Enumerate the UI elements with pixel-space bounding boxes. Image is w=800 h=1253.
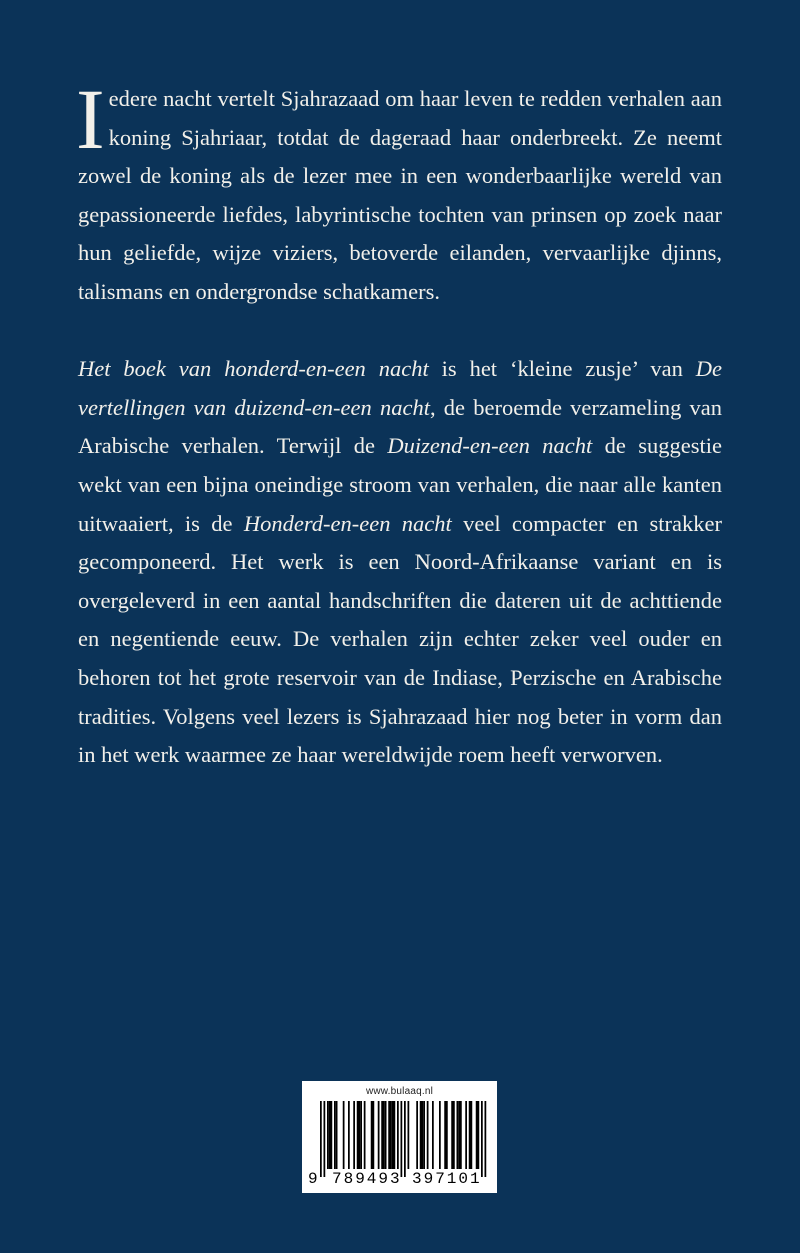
barcode-bar (446, 1101, 448, 1169)
isbn-digits (302, 1170, 497, 1190)
paragraph-2-text-c: de suggestie wekt van een bijna oneindige stroom van verhalen, die naar alle kanten uitwaaiert, is de (78, 433, 722, 536)
barcode-bar (451, 1101, 453, 1169)
barcode-bar (383, 1101, 385, 1169)
barcode-bar (401, 1101, 403, 1177)
isbn-right-group: 397101 (412, 1170, 482, 1188)
barcode-bar (457, 1101, 459, 1169)
barcode-bar (469, 1101, 471, 1169)
paragraph-2-text-b: , de beroemde verzameling van Arabische verhalen. Terwijl de (78, 394, 722, 459)
barcode-bar (471, 1101, 473, 1169)
barcode-bar (390, 1101, 392, 1169)
barcode-bar (353, 1101, 355, 1169)
barcode-bar (432, 1101, 434, 1169)
barcode-bar (381, 1101, 383, 1169)
barcode-bar (336, 1101, 338, 1169)
blurb-paragraph-1 (76, 71, 722, 312)
barcode-bar (327, 1101, 329, 1169)
drop-cap: I (76, 71, 105, 167)
barcode-bar (408, 1101, 410, 1169)
barcode-bar (371, 1101, 373, 1169)
paragraph-2-text-a: is het ‘kleine zusje’ van (428, 356, 696, 382)
barcode-bar (359, 1101, 361, 1169)
barcode-bar (481, 1101, 483, 1177)
barcode-bar (460, 1101, 462, 1169)
blurb-text (76, 71, 723, 775)
reference-title-italic: De vertellingen van duizend-en-een nacht (78, 356, 722, 420)
barcode-bar (324, 1101, 326, 1177)
barcode-bar (394, 1101, 396, 1169)
barcode-bar (416, 1101, 418, 1169)
paragraph-2-text-d: veel compacter en strakker gecomponeerd. Het werk is een Noord-Afrikaanse variant en is overgeleverd in een aantal handschriften die dateren uit de achttiende en negentiende eeuw. De verhalen zijn echter zeker veel ouder en behoren tot het grote reservoir van de Indiase, Perzische en Arabische tradities. Volgens veel lezers is Sjahrazaad hier nog beter in vorm dan in het werk waarmee ze haar wereldwijde roem heeft verworven. (78, 510, 723, 768)
barcode-bar (329, 1101, 331, 1169)
barcode-bar (348, 1101, 350, 1169)
barcode-bar (453, 1101, 455, 1169)
barcode-bar (320, 1101, 322, 1177)
book-title-italic: Het boek van honderd-en-een nacht (78, 356, 429, 382)
barcode-bar (364, 1101, 366, 1169)
barcode-bar (458, 1101, 460, 1169)
barcode-bar (422, 1101, 424, 1169)
barcode-bar (423, 1101, 425, 1169)
barcode-bar (343, 1101, 345, 1169)
book-short-title-italic: Honderd-en-een nacht (243, 510, 452, 536)
barcode-bar (373, 1101, 375, 1169)
barcode-bar (465, 1101, 467, 1169)
isbn-left-group: 789493 (332, 1170, 402, 1188)
barcode-bar (444, 1101, 446, 1169)
barcode-bar (388, 1101, 390, 1169)
reference-short-title-italic: Duizend-en-een nacht (387, 433, 593, 459)
blurb-paragraph-2 (78, 350, 722, 775)
isbn-barcode (302, 1081, 497, 1193)
barcode-bar (334, 1101, 336, 1169)
barcode-bar (385, 1101, 387, 1169)
barcode-bar (476, 1101, 478, 1169)
barcode-bar (378, 1101, 380, 1169)
barcode-bar (420, 1101, 422, 1169)
barcode-bar (357, 1101, 359, 1169)
barcode-bar (360, 1101, 362, 1169)
barcode-bar (331, 1101, 333, 1169)
barcode-bar (404, 1101, 406, 1177)
barcode-bar (478, 1101, 480, 1169)
barcode-bar (439, 1101, 441, 1169)
barcode-bar (485, 1101, 487, 1177)
barcode-bar (392, 1101, 394, 1169)
isbn-first-digit: 9 (308, 1170, 318, 1188)
barcode-bar (397, 1101, 399, 1169)
publisher-url: www.bulaaq.nl (365, 1086, 434, 1097)
barcode-bar (427, 1101, 429, 1169)
paragraph-1-text: edere nacht vertelt Sjahrazaad om haar leven te redden verhalen aan koning Sjahriaar, totdat de dageraad haar onderbreekt. Ze neemt zowel de koning als de lezer mee in een wonderbaarlijke wereld van gepassioneerde liefdes, labyrintische tochten van prinsen op zoek naar hun geliefde, wijze viziers, betoverde eilanden, vervaarlijke djinns, talismans en ondergrondse schatkamers. (78, 86, 722, 304)
